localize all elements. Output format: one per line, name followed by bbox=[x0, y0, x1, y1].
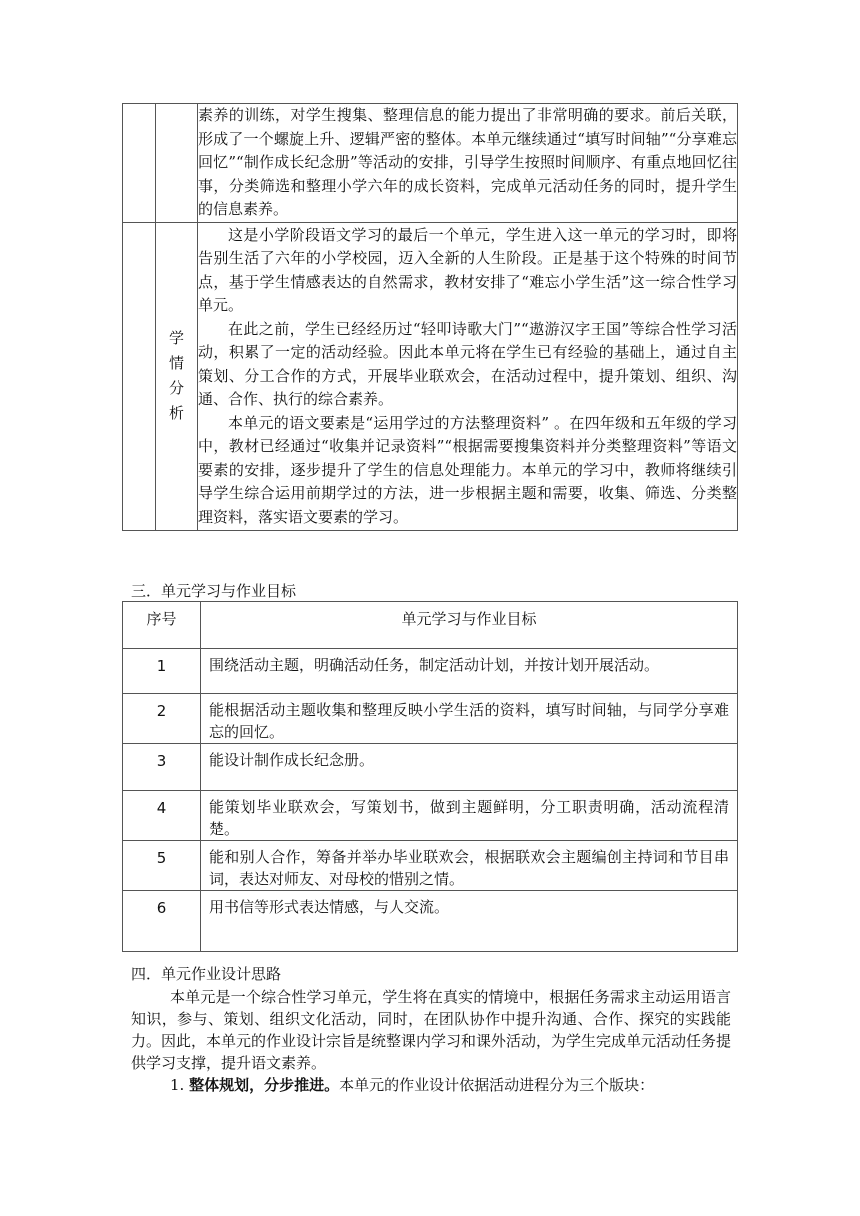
section4-point1 bbox=[131, 1074, 731, 1096]
empty-cell bbox=[123, 104, 156, 223]
label-char: 情 bbox=[168, 354, 184, 373]
analysis-paragraph: 在此之前，学生已经经历过“轻叩诗歌大门”“遨游汉字王国”等综合性学习活动，积累了一定的活动经验。因此本单元将在学生已有经验的基础上，通过自主策划、分工合作的方式，开展毕业联欢会，在活动过程中，提升策划、组织、沟通、合作、执行的综合素养。 bbox=[198, 319, 737, 408]
row-num: 1 bbox=[123, 649, 201, 694]
row-num: 3 bbox=[123, 744, 201, 791]
row-goal: 能根据活动主题收集和整理反映小学生活的资料，填写时间轴，与同学分享难忘的回忆。 bbox=[201, 694, 738, 744]
analysis-paragraph: 本单元的语文要素是“运用学过的方法整理资料” 。在四年级和五年级的学习中，教材已经通过“收集并记录资料”“根据需要搜集资料并分类整理资料”等语文要素的安排，逐步提升了学生的信息处理能力。本单元的学习中，教师将继续引导学生综合运用前期学过的方法，进一步根据主题和需要，收集、筛选、分类整理资料，落实语文要素的学习。 bbox=[198, 413, 737, 526]
analysis-cell bbox=[198, 222, 738, 531]
table-row bbox=[123, 891, 738, 952]
row-goal: 用书信等形式表达情感，与人交流。 bbox=[201, 891, 738, 952]
analysis-row bbox=[123, 222, 738, 531]
table-row bbox=[123, 744, 738, 791]
section3-heading: 三．单元学习与作业目标 bbox=[131, 582, 297, 600]
table-row bbox=[123, 791, 738, 841]
row-goal: 能设计制作成长纪念册。 bbox=[201, 744, 738, 791]
table-row bbox=[123, 694, 738, 744]
section4-heading: 四．单元作业设计思路 bbox=[131, 965, 282, 983]
section4-body bbox=[131, 986, 731, 1096]
row-goal: 围绕活动主题，明确活动任务，制定活动计划，并按计划开展活动。 bbox=[201, 649, 738, 694]
goals-header-row bbox=[123, 602, 738, 649]
analysis-paragraph: 这是小学阶段语文学习的最后一个单元，学生进入这一单元的学习时，即将告别生活了六年的小学校园，迈入全新的人生阶段。正是基于这个特殊的时间节点，基于学生情感表达的自然需求，教材安排了“难忘小学生活”这一综合性学习单元。 bbox=[198, 225, 737, 314]
point1-text: 本单元的作业设计依据活动进程分为三个版块： bbox=[339, 1076, 655, 1094]
empty-label-cell bbox=[156, 104, 198, 223]
continuation-cell bbox=[198, 104, 738, 223]
col-goal-header: 单元学习与作业目标 bbox=[201, 602, 738, 649]
row-goal: 能和别人合作，筹备并举办毕业联欢会，根据联欢会主题编创主持词和节目串词，表达对师友、对母校的惜别之情。 bbox=[201, 841, 738, 891]
goals-table bbox=[122, 601, 738, 952]
table-row bbox=[123, 841, 738, 891]
empty-cell bbox=[123, 222, 156, 531]
point1-bold: 整体规划，分步推进。 bbox=[189, 1076, 340, 1094]
continuation-row bbox=[123, 104, 738, 223]
row-num: 2 bbox=[123, 694, 201, 744]
point1-num: 1. bbox=[170, 1076, 185, 1094]
row-num: 6 bbox=[123, 891, 201, 952]
row-num: 5 bbox=[123, 841, 201, 891]
analysis-table bbox=[122, 103, 738, 531]
analysis-label bbox=[156, 222, 198, 531]
continuation-text: 素养的训练，对学生搜集、整理信息的能力提出了非常明确的要求。前后关联，形成了一个螺旋上升、逻辑严密的整体。本单元继续通过“填写时间轴”“分享难忘回忆”“制作成长纪念册”等活动的安排，引导学生按照时间顺序、有重点地回忆往事，分类筛选和整理小学六年的成长资料，完成单元活动任务的同时，提升学生的信息素养。 bbox=[198, 106, 737, 218]
row-goal: 能策划毕业联欢会，写策划书，做到主题鲜明，分工职责明确，活动流程清楚。 bbox=[201, 791, 738, 841]
table-row bbox=[123, 649, 738, 694]
label-char: 学 bbox=[168, 329, 184, 348]
section4-paragraph: 本单元是一个综合性学习单元，学生将在真实的情境中，根据任务需求主动运用语言知识，参与、策划、组织文化活动，同时，在团队协作中提升沟通、合作、探究的实践能力。因此，本单元的作业设计宗旨是统整课内学习和课外活动，为学生完成单元活动任务提供学习支撑，提升语文素养。 bbox=[131, 988, 732, 1072]
label-char: 析 bbox=[168, 404, 184, 423]
row-num: 4 bbox=[123, 791, 201, 841]
label-char: 分 bbox=[168, 379, 184, 398]
col-num-header: 序号 bbox=[123, 602, 201, 649]
